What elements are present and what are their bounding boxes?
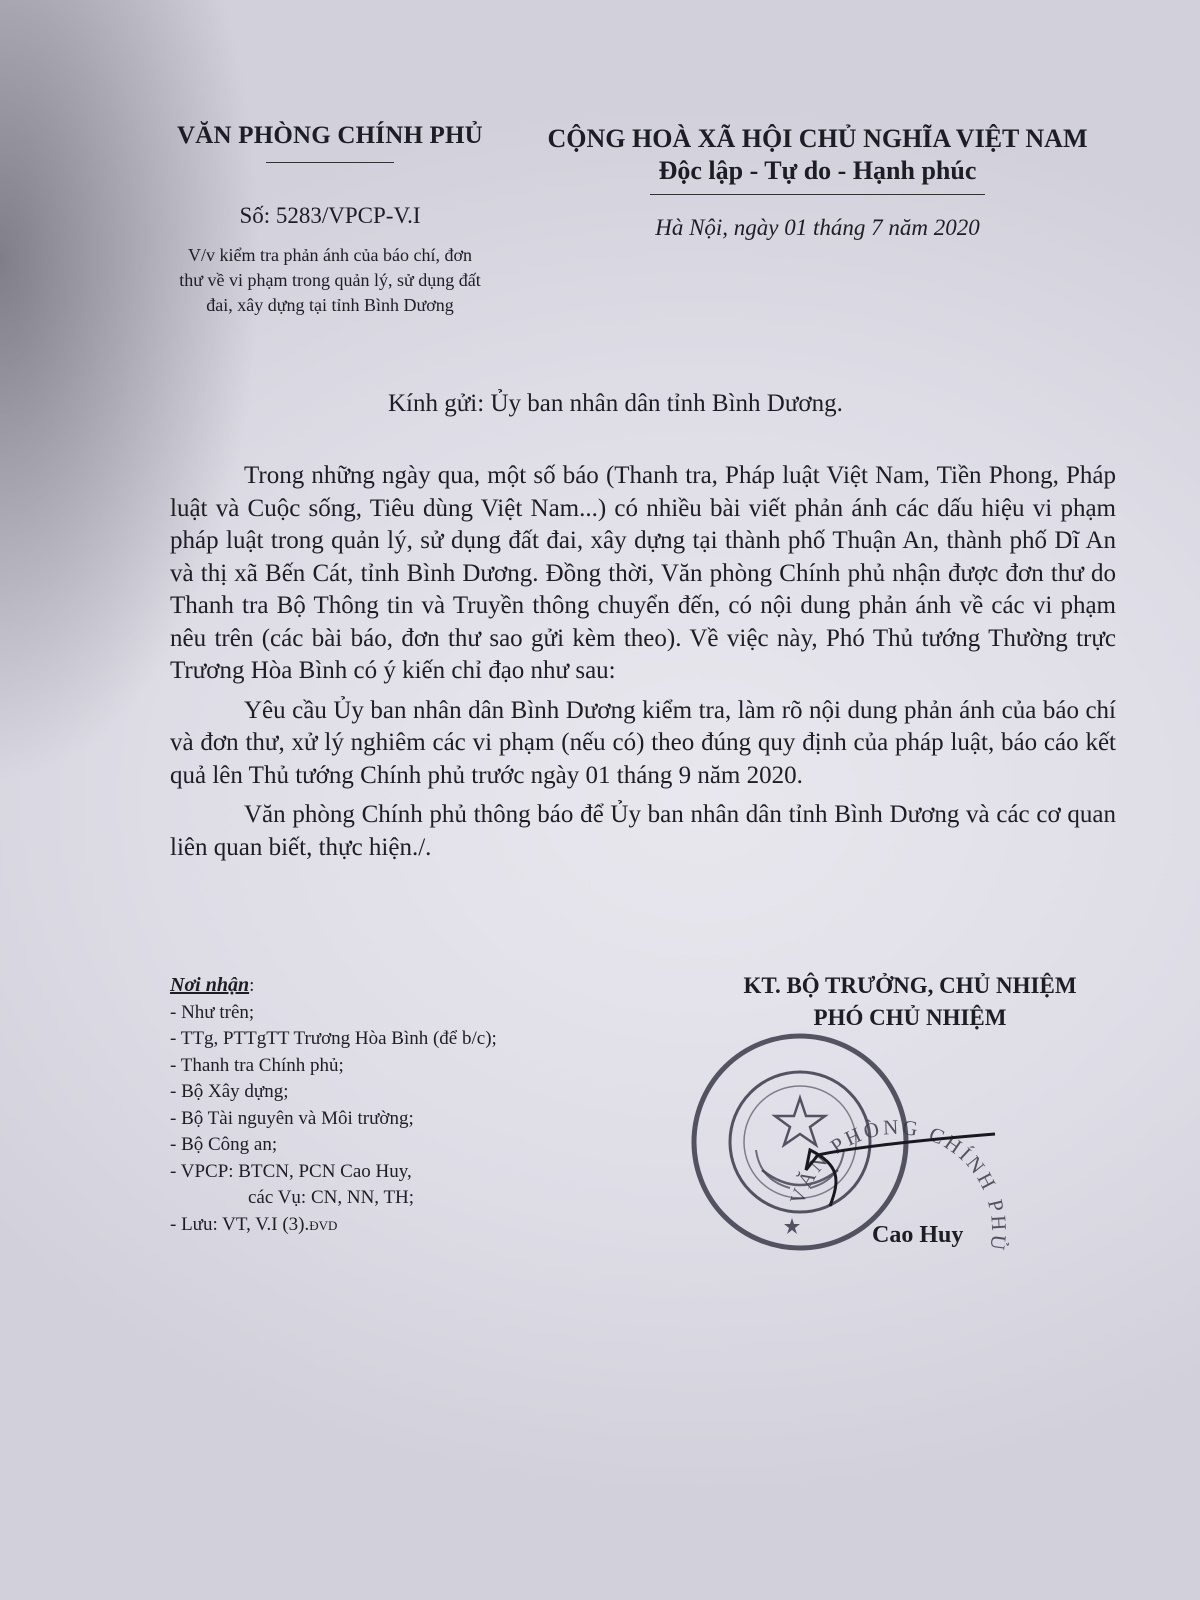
body-paragraph: Văn phòng Chính phủ thông báo để Ủy ban nhân dân tỉnh Bình Dương và các cơ quan liên quan biết, thực hiện./. — [170, 801, 1116, 861]
subject-line: V/v kiểm tra phản ánh của báo chí, đơn — [188, 245, 472, 265]
signer-name: Cao Huy — [872, 1222, 964, 1248]
body-paragraph: Trong những ngày qua, một số báo (Thanh tra, Pháp luật Việt Nam, Tiền Phong, Pháp luật và Cuộc sống, Tiêu dùng Việt Nam...) có nhiều bài viết phản ánh các dấu hiệu vi phạm pháp luật trong quản lý, sử dụng đất đai, xây dựng tại thành phố Thuận An, thành phố Dĩ An và thị xã Bến Cát, tỉnh Bình Dương. Đồng thời, Văn phòng Chính phủ nhận được đơn thư do Thanh tra Bộ Thông tin và Truyền thông chuyển đến, có nội dung phản ánh về các vi phạm nêu trên (các bài báo, đơn thư sao gửi kèm theo). Về việc này, Phó Thủ tướng Thường trực Trương Hòa Bình có ý kiến chỉ đạo như sau: — [170, 462, 1116, 684]
document-body — [170, 460, 1116, 864]
body-paragraph: Yêu cầu Ủy ban nhân dân Bình Dương kiểm tra, làm rõ nội dung phản ánh của báo chí và đơn thư, xử lý nghiêm các vi phạm (nếu có) theo đúng quy định của pháp luật, báo cáo kết quả lên Thủ tướng Chính phủ trước ngày 01 tháng 9 năm 2020. — [170, 696, 1116, 789]
document-number: Số: 5283/VPCP-V.I — [239, 203, 421, 228]
recipients-heading — [170, 972, 497, 1000]
drafter-initials: ĐVD — [309, 1217, 338, 1233]
recipient-line: Kính gửi: Ủy ban nhân dân tỉnh Bình Dương. — [388, 390, 843, 417]
header-left — [150, 122, 510, 318]
recipient-item: - VPCP: BTCN, PCN Cao Huy, — [170, 1160, 412, 1182]
recipients-list — [170, 972, 497, 1239]
recipients-colon: : — [249, 975, 255, 996]
recipient-item: - Bộ Xây dựng; — [170, 1081, 289, 1102]
recipient-item: - Bộ Công an; — [170, 1134, 278, 1155]
recipient-item: - TTg, PTTgTT Trương Hòa Bình (để b/c); — [170, 1028, 497, 1049]
agency-underline — [266, 162, 394, 163]
signer-role-2: PHÓ CHỦ NHIỆM — [813, 1005, 1007, 1030]
recipient-item: - Bộ Tài nguyên và Môi trường; — [170, 1107, 414, 1129]
signer-role-1: KT. BỘ TRƯỞNG, CHỦ NHIỆM — [743, 973, 1077, 998]
recipient-item: các Vụ: CN, NN, TH; — [248, 1187, 415, 1208]
recipient-item: - Như trên; — [170, 1001, 255, 1023]
subject-line: thư về vi phạm trong quản lý, sử dụng đất — [179, 270, 481, 290]
signature-block — [690, 970, 1130, 1034]
agency-name: VĂN PHÒNG CHÍNH PHỦ — [177, 122, 483, 149]
header-right — [535, 124, 1100, 241]
subject-line: đai, xây dựng tại tỉnh Bình Dương — [206, 295, 454, 315]
archive-item — [170, 1212, 497, 1240]
archive-label: - Lưu: VT, V.I (3). — [170, 1213, 310, 1235]
official-seal-icon — [690, 1030, 1020, 1260]
document-date: Hà Nội, ngày 01 tháng 7 năm 2020 — [655, 215, 980, 240]
national-motto: Độc lập - Tự do - Hạnh phúc — [658, 156, 977, 185]
seal-text: VĂN PHÒNG CHÍNH PHỦ — [784, 1114, 1012, 1255]
national-title: CỘNG HOÀ XÃ HỘI CHỦ NGHĨA VIỆT NAM — [547, 124, 1088, 153]
document-subject — [150, 243, 510, 318]
motto-underline — [650, 194, 985, 195]
recipient-item: - Thanh tra Chính phủ; — [170, 1054, 344, 1076]
recipients-title: Nơi nhận — [170, 974, 250, 996]
